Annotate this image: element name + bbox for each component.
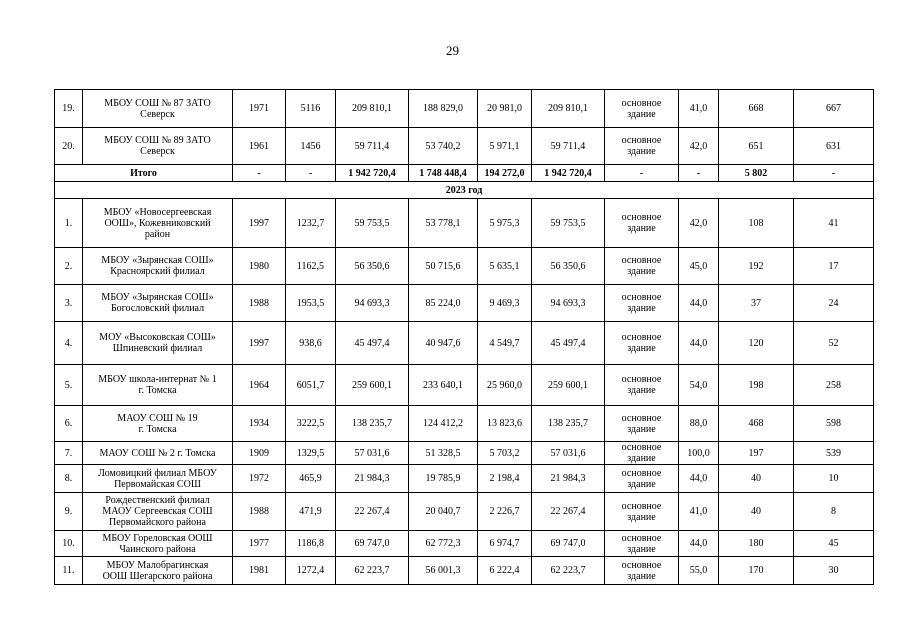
total-year-built: - bbox=[233, 165, 286, 182]
row-number: 10. bbox=[55, 531, 83, 557]
cost-regional: 5 635,1 bbox=[478, 248, 532, 285]
row-number: 5. bbox=[55, 365, 83, 406]
area: 1329,5 bbox=[286, 442, 336, 465]
building-type: основное здание bbox=[605, 465, 679, 493]
students: 468 bbox=[719, 406, 794, 442]
cost-sum: 94 693,3 bbox=[532, 285, 605, 322]
row-number: 6. bbox=[55, 406, 83, 442]
area: 471,9 bbox=[286, 493, 336, 531]
wear-percent: 42,0 bbox=[679, 199, 719, 248]
cost-total: 22 267,4 bbox=[336, 493, 409, 531]
cost-federal: 85 224,0 bbox=[409, 285, 478, 322]
area: 938,6 bbox=[286, 322, 336, 365]
school-name: МБОУ Гореловская ООШ Чаинского района bbox=[83, 531, 233, 557]
total-row bbox=[55, 165, 874, 182]
building-type: основное здание bbox=[605, 442, 679, 465]
places: 598 bbox=[794, 406, 874, 442]
wear-percent: 44,0 bbox=[679, 285, 719, 322]
table-row bbox=[55, 248, 874, 285]
school-name: МБОУ СОШ № 87 ЗАТО Северск bbox=[83, 90, 233, 128]
total-cost-regional: 194 272,0 bbox=[478, 165, 532, 182]
year-built: 1988 bbox=[233, 493, 286, 531]
students: 108 bbox=[719, 199, 794, 248]
students: 198 bbox=[719, 365, 794, 406]
cost-sum: 22 267,4 bbox=[532, 493, 605, 531]
students: 40 bbox=[719, 465, 794, 493]
building-type: основное здание bbox=[605, 90, 679, 128]
places: 24 bbox=[794, 285, 874, 322]
cost-sum: 21 984,3 bbox=[532, 465, 605, 493]
cost-sum: 259 600,1 bbox=[532, 365, 605, 406]
cost-sum: 69 747,0 bbox=[532, 531, 605, 557]
cost-federal: 50 715,6 bbox=[409, 248, 478, 285]
wear-percent: 44,0 bbox=[679, 531, 719, 557]
wear-percent: 42,0 bbox=[679, 128, 719, 165]
cost-sum: 59 711,4 bbox=[532, 128, 605, 165]
wear-percent: 41,0 bbox=[679, 90, 719, 128]
total-cost-total: 1 942 720,4 bbox=[336, 165, 409, 182]
students: 180 bbox=[719, 531, 794, 557]
cost-federal: 53 778,1 bbox=[409, 199, 478, 248]
table-row bbox=[55, 465, 874, 493]
cost-sum: 209 810,1 bbox=[532, 90, 605, 128]
places: 30 bbox=[794, 557, 874, 585]
year-built: 1981 bbox=[233, 557, 286, 585]
total-places: - bbox=[794, 165, 874, 182]
table-row bbox=[55, 442, 874, 465]
year-built: 1972 bbox=[233, 465, 286, 493]
school-name: МБОУ «Зырянская СОШ» Красноярский филиал bbox=[83, 248, 233, 285]
school-name: МБОУ «Зырянская СОШ» Богословский филиал bbox=[83, 285, 233, 322]
row-number: 8. bbox=[55, 465, 83, 493]
school-name: Рождественский филиал МАОУ Сергеевская СОШ Первомайского района bbox=[83, 493, 233, 531]
year-built: 1980 bbox=[233, 248, 286, 285]
table-row bbox=[55, 90, 874, 128]
row-number: 7. bbox=[55, 442, 83, 465]
building-type: основное здание bbox=[605, 493, 679, 531]
cost-federal: 53 740,2 bbox=[409, 128, 478, 165]
cost-total: 56 350,6 bbox=[336, 248, 409, 285]
row-number: 20. bbox=[55, 128, 83, 165]
cost-regional: 2 198,4 bbox=[478, 465, 532, 493]
building-type: основное здание bbox=[605, 285, 679, 322]
cost-regional: 9 469,3 bbox=[478, 285, 532, 322]
total-students: 5 802 bbox=[719, 165, 794, 182]
cost-sum: 59 753,5 bbox=[532, 199, 605, 248]
wear-percent: 44,0 bbox=[679, 465, 719, 493]
cost-total: 209 810,1 bbox=[336, 90, 409, 128]
cost-total: 57 031,6 bbox=[336, 442, 409, 465]
wear-percent: 45,0 bbox=[679, 248, 719, 285]
cost-federal: 233 640,1 bbox=[409, 365, 478, 406]
area: 5116 bbox=[286, 90, 336, 128]
total-wear-percent: - bbox=[679, 165, 719, 182]
places: 45 bbox=[794, 531, 874, 557]
page-number: 29 bbox=[446, 43, 459, 58]
school-name: МБОУ школа-интернат № 1 г. Томска bbox=[83, 365, 233, 406]
students: 651 bbox=[719, 128, 794, 165]
year-built: 1997 bbox=[233, 199, 286, 248]
cost-total: 138 235,7 bbox=[336, 406, 409, 442]
row-number: 19. bbox=[55, 90, 83, 128]
places: 258 bbox=[794, 365, 874, 406]
school-name: МОУ «Высоковская СОШ» Шпиневский филиал bbox=[83, 322, 233, 365]
students: 197 bbox=[719, 442, 794, 465]
year-built: 1977 bbox=[233, 531, 286, 557]
cost-regional: 5 971,1 bbox=[478, 128, 532, 165]
cost-federal: 19 785,9 bbox=[409, 465, 478, 493]
cost-regional: 6 222,4 bbox=[478, 557, 532, 585]
building-type: основное здание bbox=[605, 199, 679, 248]
year-built: 1964 bbox=[233, 365, 286, 406]
cost-federal: 124 412,2 bbox=[409, 406, 478, 442]
row-number: 2. bbox=[55, 248, 83, 285]
year-built: 1997 bbox=[233, 322, 286, 365]
cost-federal: 188 829,0 bbox=[409, 90, 478, 128]
building-type: основное здание bbox=[605, 322, 679, 365]
area: 3222,5 bbox=[286, 406, 336, 442]
row-number: 9. bbox=[55, 493, 83, 531]
table-row bbox=[55, 322, 874, 365]
cost-regional: 20 981,0 bbox=[478, 90, 532, 128]
area: 1162,5 bbox=[286, 248, 336, 285]
places: 41 bbox=[794, 199, 874, 248]
table-row bbox=[55, 493, 874, 531]
cost-federal: 56 001,3 bbox=[409, 557, 478, 585]
places: 52 bbox=[794, 322, 874, 365]
wear-percent: 55,0 bbox=[679, 557, 719, 585]
table-row bbox=[55, 531, 874, 557]
building-type: основное здание bbox=[605, 531, 679, 557]
building-type: основное здание bbox=[605, 128, 679, 165]
wear-percent: 44,0 bbox=[679, 322, 719, 365]
section-title: 2023 год bbox=[55, 182, 874, 199]
places: 631 bbox=[794, 128, 874, 165]
schools-table bbox=[54, 89, 874, 585]
year-built: 1961 bbox=[233, 128, 286, 165]
cost-regional: 2 226,7 bbox=[478, 493, 532, 531]
cost-regional: 5 703,2 bbox=[478, 442, 532, 465]
total-area: - bbox=[286, 165, 336, 182]
cost-total: 45 497,4 bbox=[336, 322, 409, 365]
students: 192 bbox=[719, 248, 794, 285]
school-name: МАОУ СОШ № 2 г. Томска bbox=[83, 442, 233, 465]
places: 667 bbox=[794, 90, 874, 128]
building-type: основное здание bbox=[605, 365, 679, 406]
year-built: 1988 bbox=[233, 285, 286, 322]
places: 10 bbox=[794, 465, 874, 493]
table-row bbox=[55, 128, 874, 165]
area: 1232,7 bbox=[286, 199, 336, 248]
cost-total: 259 600,1 bbox=[336, 365, 409, 406]
cost-sum: 62 223,7 bbox=[532, 557, 605, 585]
building-type: основное здание bbox=[605, 406, 679, 442]
cost-sum: 56 350,6 bbox=[532, 248, 605, 285]
year-built: 1909 bbox=[233, 442, 286, 465]
area: 1272,4 bbox=[286, 557, 336, 585]
cost-total: 21 984,3 bbox=[336, 465, 409, 493]
cost-total: 62 223,7 bbox=[336, 557, 409, 585]
cost-federal: 62 772,3 bbox=[409, 531, 478, 557]
area: 1456 bbox=[286, 128, 336, 165]
total-label: Итого bbox=[55, 165, 233, 182]
students: 120 bbox=[719, 322, 794, 365]
cost-total: 59 711,4 bbox=[336, 128, 409, 165]
cost-total: 69 747,0 bbox=[336, 531, 409, 557]
school-name: МАОУ СОШ № 19 г. Томска bbox=[83, 406, 233, 442]
area: 465,9 bbox=[286, 465, 336, 493]
cost-federal: 51 328,5 bbox=[409, 442, 478, 465]
places: 17 bbox=[794, 248, 874, 285]
area: 1953,5 bbox=[286, 285, 336, 322]
wear-percent: 41,0 bbox=[679, 493, 719, 531]
area: 6051,7 bbox=[286, 365, 336, 406]
table-row bbox=[55, 557, 874, 585]
row-number: 4. bbox=[55, 322, 83, 365]
area: 1186,8 bbox=[286, 531, 336, 557]
row-number: 3. bbox=[55, 285, 83, 322]
cost-federal: 20 040,7 bbox=[409, 493, 478, 531]
students: 668 bbox=[719, 90, 794, 128]
school-name: МБОУ СОШ № 89 ЗАТО Северск bbox=[83, 128, 233, 165]
cost-regional: 25 960,0 bbox=[478, 365, 532, 406]
building-type: основное здание bbox=[605, 557, 679, 585]
total-cost-sum: 1 942 720,4 bbox=[532, 165, 605, 182]
total-building-type: - bbox=[605, 165, 679, 182]
row-number: 1. bbox=[55, 199, 83, 248]
places: 8 bbox=[794, 493, 874, 531]
cost-total: 59 753,5 bbox=[336, 199, 409, 248]
table-row bbox=[55, 199, 874, 248]
students: 170 bbox=[719, 557, 794, 585]
table-row bbox=[55, 365, 874, 406]
section-row bbox=[55, 182, 874, 199]
cost-sum: 138 235,7 bbox=[532, 406, 605, 442]
cost-regional: 6 974,7 bbox=[478, 531, 532, 557]
cost-total: 94 693,3 bbox=[336, 285, 409, 322]
year-built: 1971 bbox=[233, 90, 286, 128]
wear-percent: 54,0 bbox=[679, 365, 719, 406]
total-cost-federal: 1 748 448,4 bbox=[409, 165, 478, 182]
wear-percent: 100,0 bbox=[679, 442, 719, 465]
cost-sum: 45 497,4 bbox=[532, 322, 605, 365]
cost-regional: 5 975,3 bbox=[478, 199, 532, 248]
cost-sum: 57 031,6 bbox=[532, 442, 605, 465]
students: 40 bbox=[719, 493, 794, 531]
cost-regional: 4 549,7 bbox=[478, 322, 532, 365]
table-row bbox=[55, 406, 874, 442]
year-built: 1934 bbox=[233, 406, 286, 442]
students: 37 bbox=[719, 285, 794, 322]
building-type: основное здание bbox=[605, 248, 679, 285]
cost-federal: 40 947,6 bbox=[409, 322, 478, 365]
school-name: МБОУ «Новосергеевская ООШ», Кожевниковский район bbox=[83, 199, 233, 248]
wear-percent: 88,0 bbox=[679, 406, 719, 442]
places: 539 bbox=[794, 442, 874, 465]
row-number: 11. bbox=[55, 557, 83, 585]
school-name: Ломовицкий филиал МБОУ Первомайская СОШ bbox=[83, 465, 233, 493]
cost-regional: 13 823,6 bbox=[478, 406, 532, 442]
school-name: МБОУ Малобрагинская ООШ Шегарского района bbox=[83, 557, 233, 585]
table-row bbox=[55, 285, 874, 322]
